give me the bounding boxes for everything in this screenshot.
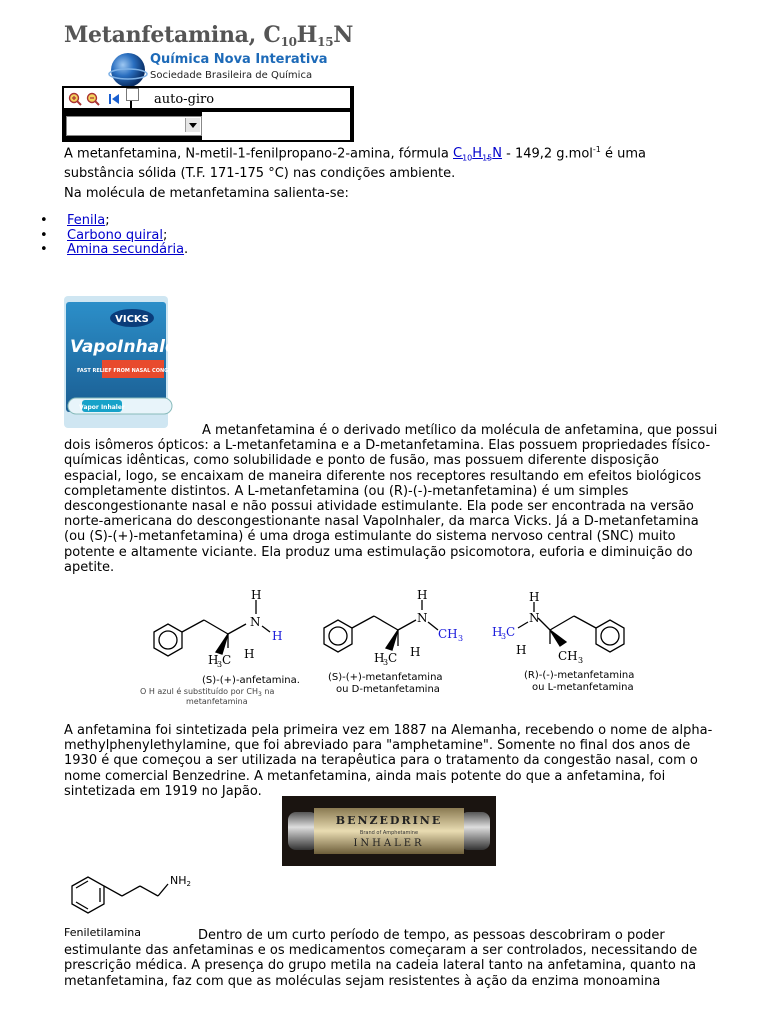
amina-secundaria-link[interactable]: Amina secundária [67, 242, 185, 258]
formula-link[interactable]: $C_{10}H_{15}N$ [453, 146, 502, 163]
svg-text:Brand of Amphetamine: Brand of Amphetamine [359, 830, 419, 836]
svg-text:Feniletilamina: Feniletilamina [64, 926, 141, 939]
list-item: • Carbono quiral; [40, 229, 188, 244]
svg-text:N: N [250, 615, 261, 629]
page-title: Metanfetamina, $C_{10}H_{15}N$ [64, 22, 354, 49]
svg-text:H: H [208, 653, 219, 667]
svg-text:CH: CH [558, 649, 578, 663]
svg-text:H: H [374, 651, 385, 665]
list-item: • Fenila; [40, 214, 188, 229]
svg-text:VICKS: VICKS [115, 314, 149, 325]
intro-paragraph-2: Na molécula de metanfetamina salienta-se: [64, 186, 349, 201]
svg-text:CH: CH [438, 627, 458, 641]
svg-text:Vapor Inhaler: Vapor Inhaler [79, 404, 125, 411]
logo-title: Química Nova Interativa [150, 52, 328, 67]
home-icon[interactable] [107, 92, 121, 106]
svg-text:(S)-(+)-anfetamina.: (S)-(+)-anfetamina. [202, 675, 300, 686]
intro-paragraph: A metanfetamina, N-metil-1-fenilpropano-2-amina, fórmula $C_{10}H_{15}N - 149,2$ g.mol$^{-1}$ é uma substância sólida (T.F. 171-175 °C) nas condições ambiente. [64, 145, 647, 182]
autogiro-label: auto-giro [154, 92, 215, 107]
body-paragraph-1: A metanfetamina é o derivado metílico da molécula de anfetamina, que possui dois isômeros ópticos: a L-metanfetamina e a D-metanfetamina. Elas possuem propriedades físico- químicas idênticas, como solubilidade e ponto de fusão, mas possuem diferente disposição espacial, logo, se encaixam de maneira diferente nos receptores resultando em efeitos biológicos completamente distintos. A L-metanfetamina (ou (R)-(-)-metanfetamina) é um simples descongestionante nasal e não possui atividade estimulante. Ela pode ser encontrada na versão norte-americana do descongestionante nasal VapoInhaler, da marca Vicks. Já a D-metanfetamina (ou (S)-(+)-metanfetamina) é uma droga estimulante do sistema nervoso central (SNC) muito potente e altamente viciante. Ela produz uma estimulação psicomotora, euforia e diminuição do apetite. [64, 423, 718, 575]
svg-text:H: H [529, 590, 540, 604]
svg-text:H: H [492, 625, 503, 639]
svg-text:C: C [388, 651, 398, 665]
autogiro-checkbox[interactable] [126, 88, 139, 101]
list-item: • Amina secundária. [40, 243, 188, 258]
svg-text:VapoInhaler: VapoInhaler [70, 337, 185, 357]
benzedrine-inhaler-image [282, 796, 496, 866]
svg-text:H: H [516, 643, 527, 657]
svg-text:3: 3 [501, 632, 507, 641]
svg-text:ou D-metanfetamina: ou D-metanfetamina [336, 684, 440, 695]
svg-text:H: H [251, 588, 262, 602]
amphetamine-structures-figure [140, 588, 660, 712]
svg-text:N: N [417, 611, 428, 625]
view-select[interactable] [66, 116, 202, 136]
carbono-quiral-link[interactable]: Carbono quiral [67, 227, 163, 243]
fenila-link[interactable]: Fenila [67, 213, 106, 228]
zoom-out-icon[interactable] [86, 92, 100, 106]
logo-subtitle: Sociedade Brasileira de Química [150, 70, 313, 81]
viewer-toolbar [62, 86, 354, 142]
svg-text:INHALER: INHALER [353, 838, 425, 849]
svg-text:H: H [272, 629, 283, 643]
svg-text:NH2: NH2 [170, 874, 191, 888]
qni-logo [108, 50, 338, 90]
svg-text:C: C [506, 625, 516, 639]
svg-text:(R)-(-)-metanfetamina: (R)-(-)-metanfetamina [524, 670, 635, 681]
caption-line-2: O H azul é substituído por $CH_3$ na [140, 687, 275, 698]
svg-text:3: 3 [217, 660, 223, 669]
svg-text:BENZEDRINE: BENZEDRINE [335, 814, 443, 827]
chevron-down-icon[interactable] [185, 118, 200, 132]
body-paragraph-3: Dentro de um curto período de tempo, as pessoas descobriram o poder estimulante das anfetaminas e os medicamentos começaram a ser controlados, necessitando de prescrição médica. A presença do grupo metila na cadeia lateral tanto na anfetamina, quanto na metanfetamina, faz com que as moléculas sejam resistentes à ação da enzima monoamina [64, 928, 698, 989]
svg-text:H: H [244, 647, 255, 661]
feature-list [40, 214, 188, 258]
svg-text:C: C [222, 653, 232, 667]
svg-text:(S)-(+)-metanfetamina: (S)-(+)-metanfetamina [328, 672, 443, 683]
svg-text:H: H [410, 645, 421, 659]
body-paragraph-2: A anfetamina foi sintetizada pela primeira vez em 1887 na Alemanha, recebendo o nome de alpha- methylphenylethylamine, que foi abreviado para "amphetamine". Somente no final dos anos de 1930 é que começou a ser utilizada na terapêutica para o tratamento da congestão nasal, com o nome comercial Benzedrine. A metanfetamina, ainda mais potente do que a anfetamina, foi sintetizada em 1919 no Japão. [64, 723, 713, 799]
svg-text:3: 3 [578, 656, 584, 665]
svg-text:N: N [529, 611, 540, 625]
zoom-in-icon[interactable] [68, 92, 82, 106]
svg-text:3: 3 [383, 658, 389, 667]
svg-text:3: 3 [458, 634, 464, 643]
vicks-vapoinhaler-image [62, 294, 189, 430]
svg-text:FAST RELIEF FROM NASAL CONGEST: FAST RELIEF FROM NASAL CONGESTION [77, 368, 189, 374]
globe-logo-icon [108, 50, 148, 90]
svg-text:ou L-metanfetamina: ou L-metanfetamina [532, 682, 634, 693]
svg-text:H: H [417, 588, 428, 602]
svg-text:metanfetamina: metanfetamina [186, 697, 248, 706]
